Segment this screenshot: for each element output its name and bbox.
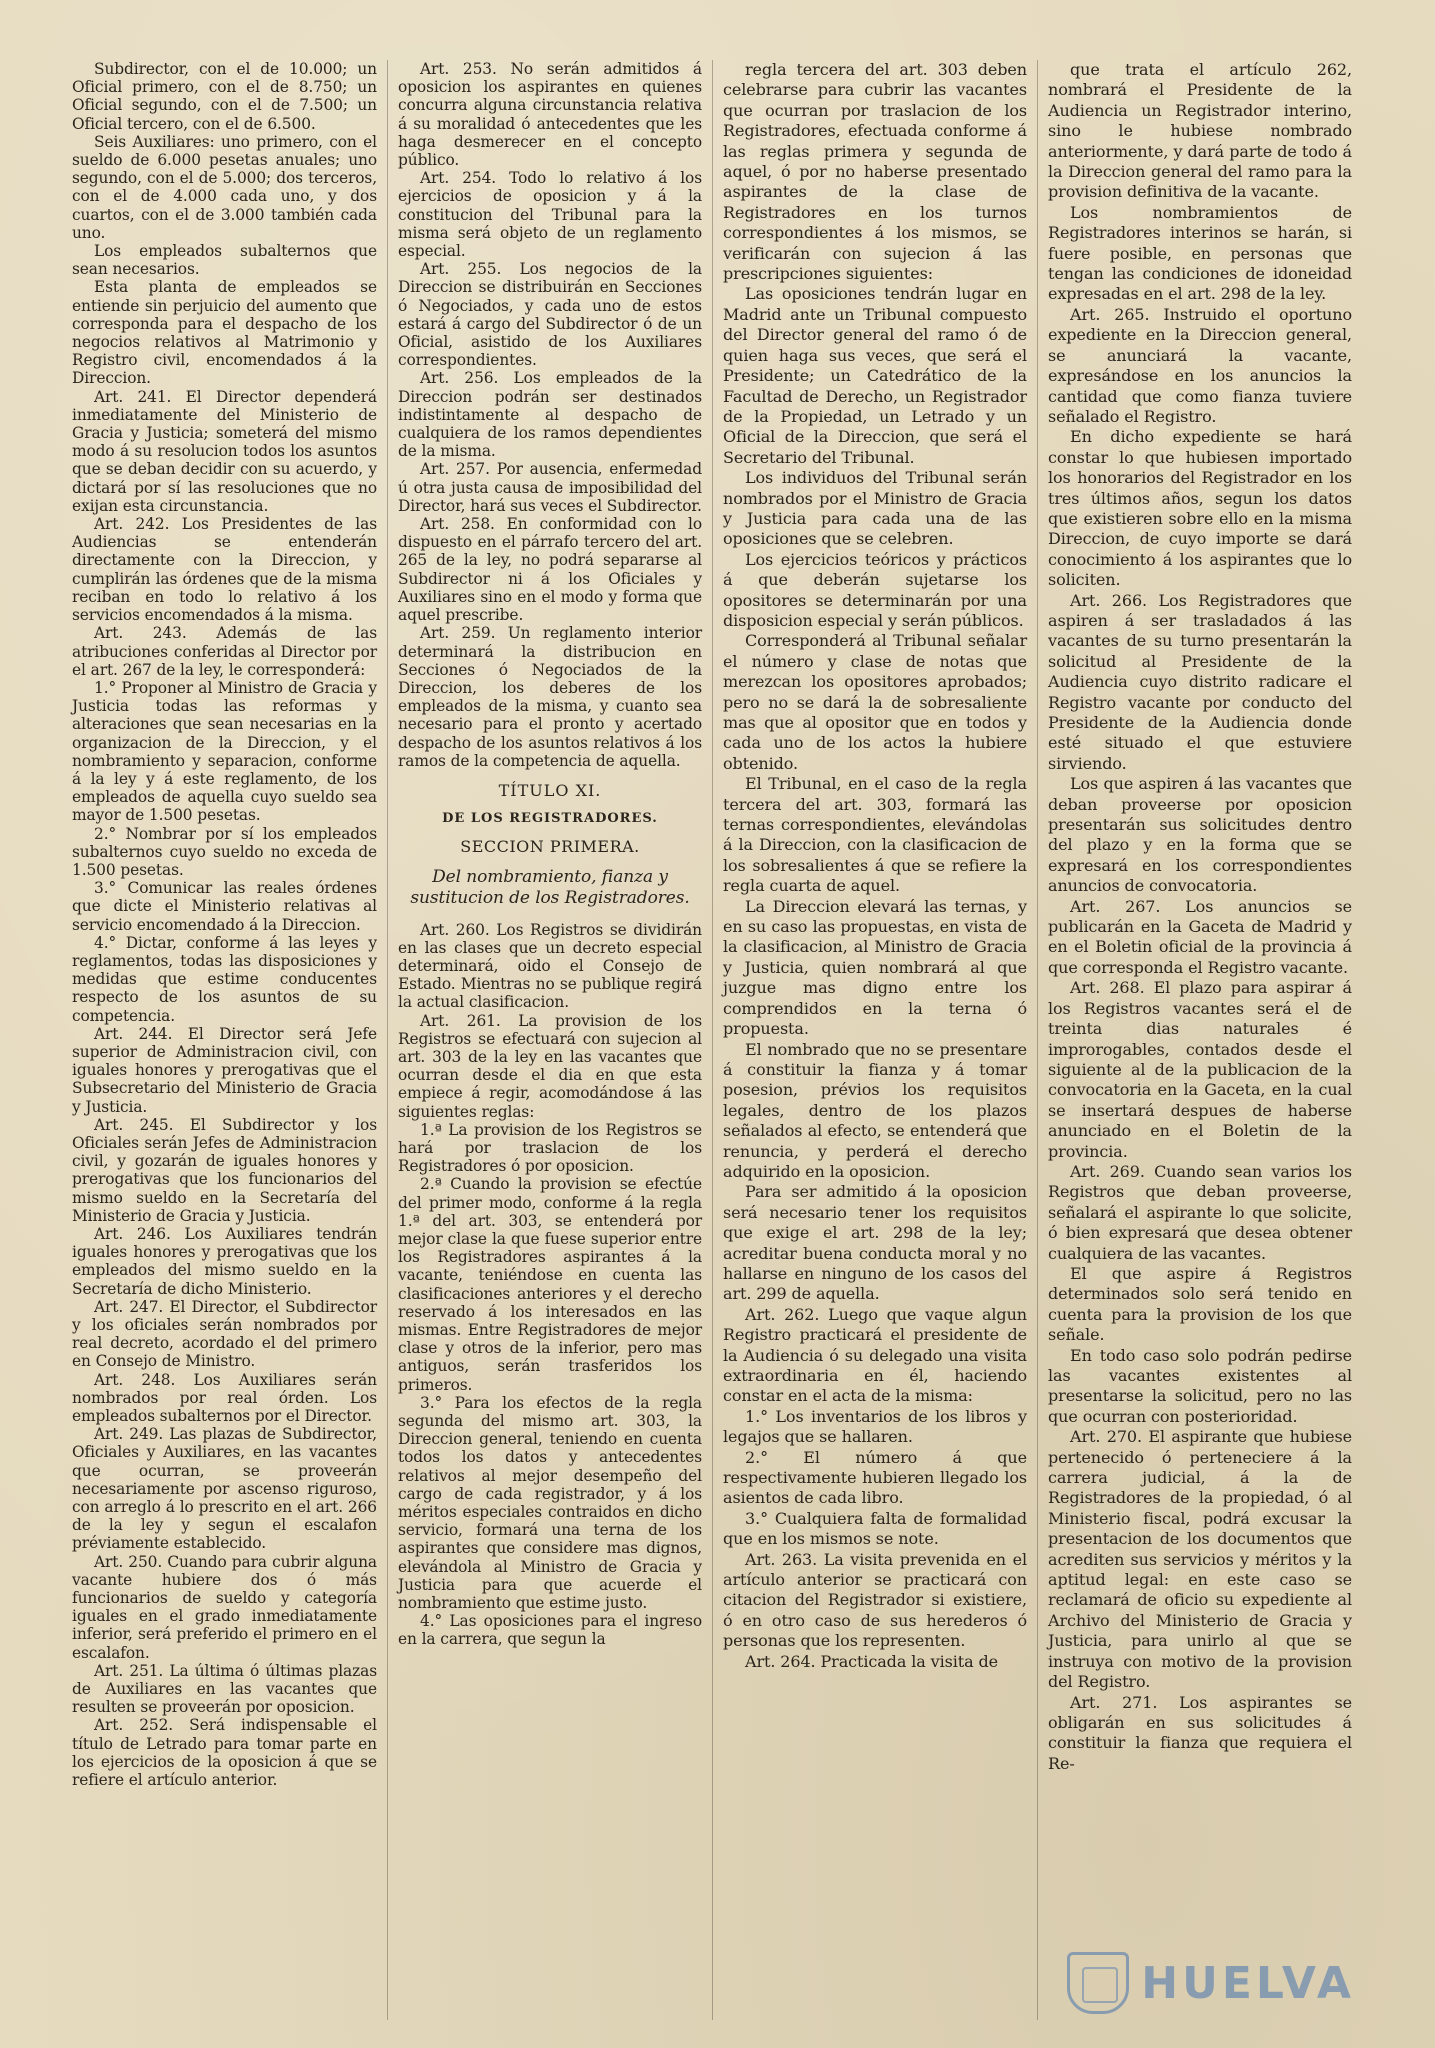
paragraph: Art. 253. No serán admitidos á oposicion los aspirantes en quienes concurra alguna circunstancia relativa á su moralidad ó antecedentes que les haga desmerecer en el concepto público. [398,60,702,170]
paragraph: Art. 264. Practicada la visita de [745,1651,999,1671]
paragraph: El que aspire á Registros determinados solo será tenido en cuenta para la provision de los que señale. [1048,1263,1352,1345]
paragraph: Los individuos del Tribunal serán nombrados por el Ministro de Gracia y Justicia para cada una de las oposiciones que se celebren. [723,468,1027,549]
column-2 [387,60,712,2020]
column-1 [62,60,387,2020]
paragraph: Art. 258. En conformidad con lo dispuesto en el párrafo tercero del art. 265 de la ley, no podrá separarse al Subdirector ni á los Oficiales y Auxiliares sino en el modo y forma que aquel prescribe. [398,515,702,625]
paragraph: Art. 267. Los anuncios se publicarán en la Gaceta de Madrid y en el Boletin oficial de la provincia á que corresponda el Registro vacante. [1048,896,1352,977]
text-columns [62,60,1377,2020]
paragraph: Art. 244. El Director será Jefe superior de Administracion civil, con iguales honores y prerogativas que el Subsecretario del Ministerio de Gracia y Justicia. [72,1024,377,1116]
huelva-library-seal-icon [1067,1952,1129,2014]
paragraph: Art. 243. Además de las atribuciones conferidas al Director por el art. 267 de la ley, le corresponderá: [72,624,377,679]
paragraph: Art. 247. El Director, el Subdirector y los oficiales serán nombrados por real decreto, acordado el del primero en Consejo de Ministro. [72,1297,377,1371]
paragraph: Art. 257. Por ausencia, enfermedad ú otra justa causa de imposibilidad del Director, hará sus veces el Subdirector. [398,460,702,515]
paragraph: Art. 248. Los Auxiliares serán nombrados por real órden. Los empleados subalternos por el Director. [72,1370,377,1426]
column-3 [712,60,1037,2020]
paragraph: Art. 260. Los Registros se dividirán en las clases que un decreto especial determinará, oido el Consejo de Estado. Mientras no se publique regirá la actual clasificacion. [398,920,702,1012]
paragraph: En dicho expediente se hará constar lo que hubiesen importado los honorarios del Registrador en los tres últimos años, segun los datos que existieren sobre ello en la misma Direccion, de cuyo importe se dará conocimiento á los aspirantes que lo soliciten. [1048,427,1352,590]
paragraph: Art. 242. Los Presidentes de las Audiencias se entenderán directamente con la Direccion, y cumplirán las órdenes que de la misma reciban en todo lo relativo á los servicios encomendados á la misma. [72,515,377,625]
paragraph: Seis Auxiliares: uno primero, con el sueldo de 6.000 pesetas anuales; uno segundo, con el de 5.000; dos terceros, con el de 4.000 cada uno, y dos cuartos, con el de 3.000 también cada uno. [72,132,377,242]
paragraph: 4.° Dictar, conforme á las leyes y reglamentos, todas las disposiciones y medidas que estime conducentes respecto de los asuntos de su competencia. [72,933,377,1025]
paragraph: Art. 254. Todo lo relativo á los ejercicios de oposicion y á la constitucion del Tribunal para la misma será objeto de un reglamento especial. [398,169,702,261]
heading-sec: SECCION PRIMERA. [460,837,640,857]
paragraph: Para ser admitido á la oposicion será necesario tener los requisitos que exige el art. 298 de la ley; acreditar buena conducta moral y no hallarse en ninguno de los casos del art. 299 de aquella. [723,1182,1027,1304]
paragraph: 1.ª La provision de los Registros se hará por traslacion de los Registradores ó por oposicion. [398,1120,702,1176]
paragraph: 3.° Cualquiera falta de formalidad que en los mismos se note. [723,1508,1027,1549]
paragraph: Art. 261. La provision de los Registros se efectuará con sujecion al art. 303 de la ley en las vacantes que ocurran desde el dia en que esta empiece á regir, acomodándose á las siguientes reglas: [398,1011,702,1121]
paragraph: Art. 263. La visita prevenida en el artículo anterior se practicará con citacion del Registrador si existiere, ó en otro caso de sus herederos ó personas que los representen. [723,1549,1027,1651]
paragraph: 2.° El número á que respectivamente hubieren llegado los asientos de cada libro. [723,1447,1027,1508]
paragraph: Art. 249. Las plazas de Subdirector, Oficiales y Auxiliares, en las vacantes que ocurran, se proveerán necesariamente por ascenso riguroso, con arreglo á lo prescrito en el art. 266 de la ley y segun el escalafon préviamente establecido. [72,1425,377,1553]
paragraph: Art. 265. Instruido el oportuno expediente en la Direccion general, se anunciará la vacante, expresándose en los anuncios la cantidad que como fianza tuviere señalado el Registro. [1048,304,1352,426]
paragraph: 2.ª Cuando la provision se efectúe del primer modo, conforme á la regla 1.ª del art. 303, se entenderá por mejor clase la que fuese superior entre los Registradores aspirantes á la vacante, teniéndose en cuenta las clasificaciones anteriores y el derecho reservado á los interesados en las mismas. Entre Registradores de mejor clase y otros de la inferior, pero mas antiguos, serán trasferidos los primeros. [398,1175,702,1394]
heading-title: TÍTULO XI. [498,780,602,800]
paragraph: Corresponderá al Tribunal señalar el número y clase de notas que merezcan los opositores aprobados; pero no se dará la de sobresaliente mas que al opositor que en todos y cada uno de los actos la hubiere obtenido. [723,631,1027,773]
paragraph: 1.° Proponer al Ministro de Gracia y Justicia todas las reformas y alteraciones que sean necesarias en la organizacion de la Direccion, y el nombramiento y separacion, conforme á la ley y á este reglamento, de los empleados de aquella cuyo sueldo sea mayor de 1.500 pesetas. [72,678,377,825]
paragraph: Los nombramientos de Registradores interinos se harán, si fuere posible, en personas que tengan las condiciones de idoneidad expresadas en el art. 298 de la ley. [1048,202,1352,304]
paragraph: Las oposiciones tendrán lugar en Madrid ante un Tribunal compuesto del Director general del ramo ó de quien haga sus veces, que será el Presidente; un Catedrático de la Facultad de Derecho, un Registrador de la Propiedad, un Letrado y un Oficial de la Direccion, que será el Secretario del Tribunal. [723,284,1027,467]
paragraph: Subdirector, con el de 10.000; un Oficial primero, con el de 8.750; un Oficial segundo, con el de 7.500; un Oficial tercero, con el de 6.500. [72,60,377,133]
watermark-text: HUELVA [1141,1957,1355,2009]
library-watermark [1067,1952,1355,2014]
paragraph: Esta planta de empleados se entiende sin perjuicio del aumento que corresponda para el despacho de los negocios relativos al Matrimonio y Registro civil, encomendados á la Direccion. [72,278,377,388]
paragraph: 3.° Comunicar las reales órdenes que dicte el Ministerio relativas al servicio encomendado á la Direccion. [72,879,377,934]
paragraph: La Direccion elevará las ternas, y en su caso las propuestas, en vista de la clasificacion, al Ministro de Gracia y Justicia, quien nombrará al que juzgue mas digno entre los comprendidos en la terna ó propuesta. [723,896,1027,1039]
paragraph: Art. 270. El aspirante que hubiese pertenecido ó perteneciere á la carrera judicial, á la de Registradores de la propiedad, ó al Ministerio fiscal, podrá excusar la presentacion de los documentos que acrediten sus servicios y méritos y la aptitud legal: en este caso se reclamará de oficio su expediente al Archivo del Ministerio de Gracia y Justicia, para unirlo al que se instruya con motivo de la provision del Registro. [1048,1427,1352,1692]
paragraph: Art. 259. Un reglamento interior determinará la distribucion en Secciones ó Negociados de la Direccion, los deberes de los empleados de la misma, y cuanto sea necesario para el pronto y acertado despacho de los asuntos relativos á los ramos de la competencia de aquella. [398,624,702,770]
paragraph: Art. 268. El plazo para aspirar á los Registros vacantes será el de treinta dias naturales é improrogables, contados desde el siguiente al de la publicacion de la convocatoria en la Gaceta, en la cual se insertará despues de haberse anunciado en el Boletin de la provincia. [1048,978,1352,1161]
paragraph: Art. 262. Luego que vaque algun Registro practicará el presidente de la Audiencia ó su delegado una visita extraordinaria en él, haciendo constar en el acta de la misma: [723,1304,1027,1406]
paragraph: Art. 246. Los Auxiliares tendrán iguales honores y prerogativas que los empleados del mismo sueldo en la Secretaría de dicho Ministerio. [72,1225,377,1298]
paragraph: Art. 271. Los aspirantes se obligarán en sus solicitudes á constituir la fianza que requiera el Re- [1048,1692,1352,1773]
paragraph: En todo caso solo podrán pedirse las vacantes existentes al presentarse la solicitud, pero no las que ocurran con posterioridad. [1048,1345,1352,1426]
paragraph: Art. 241. El Director dependerá inmediatamente del Ministerio de Gracia y Justicia; someterá del mismo modo á su resolucion todos los asuntos que se deban decidir con su acuerdo, y dictará por sí las resoluciones que no exijan esta circunstancia. [72,387,377,515]
paragraph: 2.° Nombrar por sí los empleados subalternos cuyo sueldo no exceda de 1.500 pesetas. [72,824,377,879]
heading-subtitle: Del nombramiento, fianza y sustitucion de los Registradores. [410,866,690,908]
paragraph: El Tribunal, en el caso de la regla tercera del art. 303, formará las ternas correspondientes, elevándolas á la Direccion, con la clasificacion de los sobresalientes á que se refiere la regla cuarta de aquel. [723,774,1027,896]
paragraph: Art. 245. El Subdirector y los Oficiales serán Jefes de Administracion civil, y gozarán de iguales honores y prerogativas que los funcionarios del mismo sueldo en la Secretaría del Ministerio de Gracia y Justicia. [72,1115,377,1225]
paragraph: que trata el artículo 262, nombrará el Presidente de la Audiencia un Registrador interino, sino le hubiese nombrado anteriormente, y dará parte de todo á la Direccion general del ramo para la provision definitiva de la vacante. [1048,60,1352,202]
paragraph: 3.° Para los efectos de la regla segunda del mismo art. 303, la Direccion general, teniendo en cuenta todos los datos y antecedentes relativos al mejor desempeño del cargo de cada registrador, y á los méritos especiales contraidos en dicho servicio, formará una terna de los aspirantes que considere mas dignos, elevándola al Ministro de Gracia y Justicia para que acuerde el nombramiento que estime justo. [398,1393,702,1613]
paragraph: El nombrado que no se presentare á constituir la fianza y á tomar posesion, prévios los requisitos legales, dentro de los plazos señalados al efecto, se entenderá que renuncia, y perderá el derecho adquirido en la oposicion. [723,1039,1027,1181]
paragraph: Los empleados subalternos que sean necesarios. [72,242,377,279]
paragraph: Art. 266. Los Registradores que aspiren á ser trasladados á las vacantes de su turno presentarán la solicitud al Presidente de la Audiencia cuyo distrito radicare el Registro vacante por conducto del Presidente de la Audiencia donde esté situado el que estuviere sirviendo. [1048,590,1352,773]
column-4 [1037,60,1362,2020]
paragraph: Art. 269. Cuando sean varios los Registros que deban proveerse, señalará el aspirante lo que solicite, ó bien expresará que desea obtener cualquiera de las vacantes. [1048,1161,1352,1263]
heading-sub: DE LOS REGISTRADORES. [442,811,658,827]
paragraph: Art. 255. Los negocios de la Direccion se distribuirán en Secciones ó Negociados, y cada uno de estos estará á cargo del Subdirector ó de un Oficial, asistido de los Auxiliares correspondientes. [398,260,702,370]
paragraph: 4.° Las oposiciones para el ingreso en la carrera, que segun la [398,1612,702,1649]
paragraph: Los que aspiren á las vacantes que deban proveerse por oposicion presentarán sus solicitudes dentro del plazo y en la forma que se expresará en los correspondientes anuncios de convocatoria. [1048,774,1352,896]
paragraph: regla tercera del art. 303 deben celebrarse para cubrir las vacantes que ocurran por traslacion de los Registradores, efectuada conforme á las reglas primera y segunda de aquel, ó por no haberse presentado aspirantes de la clase de Registradores en los turnos correspondientes á los mismos, se verificarán con sujecion á las prescripciones siguientes: [723,60,1027,284]
paragraph: Art. 251. La última ó últimas plazas de Auxiliares en las vacantes que resulten se proveerán por oposicion. [72,1661,377,1717]
paragraph: 1.° Los inventarios de los libros y legajos que se hallaren. [723,1406,1027,1447]
paragraph: Art. 256. Los empleados de la Direccion podrán ser destinados indistintamente al despacho de cualquiera de los ramos dependientes de la misma. [398,369,702,461]
paragraph: Los ejercicios teóricos y prácticos á que deberán sujetarse los opositores se determinarán por una disposicion especial y serán públicos. [723,549,1027,630]
paragraph: Art. 250. Cuando para cubrir alguna vacante hubiere dos ó más funcionarios de sueldo y categoría iguales en el grado inmediatamente inferior, será preferido el primero en el escalafon. [72,1552,377,1662]
paragraph: Art. 252. Será indispensable el título de Letrado para tomar parte en los ejercicios de la oposicion á que se refiere el artículo anterior. [72,1716,377,1790]
